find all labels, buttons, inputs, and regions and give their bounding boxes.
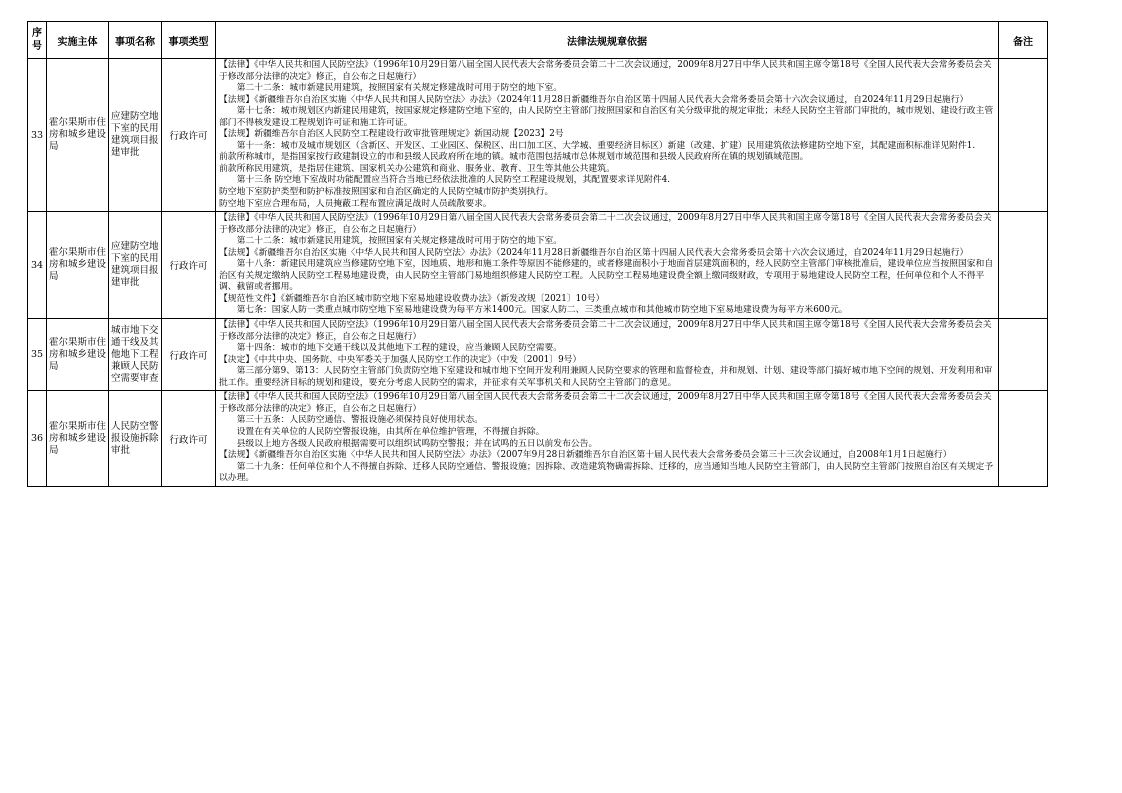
row-subject: 霍尔果斯市住房和城乡建设局 (47, 59, 109, 212)
row-index: 33 (28, 59, 47, 212)
basis-line: 第十一条：城市及城市规划区（含新区、开发区、工业园区、保税区、出口加工区、大学城、重要经济目标区）新建（改建、扩建）民用建筑依法修建防空地下室，其配建面积标准详见附件1. (236, 140, 976, 151)
basis-line: 【法规】《新疆维吾尔自治区实施〈中华人民共和国人民防空法〉办法》（2024年11月28日新疆维吾尔自治区第十四届人民代表大会常务委员会第十六次会议通过，自2024年11月29日起施行） (219, 94, 969, 105)
row-item-type: 行政许可 (162, 59, 216, 212)
basis-line: 县级以上地方各级人民政府根据需要可以组织试鸣防空警报；并在试鸣的五日以前发布公告。 (236, 438, 598, 449)
row-remarks (999, 391, 1048, 486)
basis-line: 第十三条 防空地下室战时功能配置应当符合当地已经依法批准的人民防空工程建设规划，其配置要求详见附件4. (236, 175, 671, 186)
basis-line: 第十七条：城市规划区内新建民用建筑，按国家规定修建防空地下室的，由人民防空主管部门按照国家和自治区有关分级审批的规定审批；未经人民防空主管部门审批的，城市规划、建设行政主管部门不得核发建设工程规划许可证和施工许可证。 (219, 106, 994, 128)
header-item-type: 事项类型 (162, 22, 216, 59)
row-subject: 霍尔果斯市住房和城乡建设局 (47, 391, 109, 486)
basis-line: 【法规】《新疆维吾尔自治区实施〈中华人民共和国人民防空法〉办法》（2007年9月28日新疆维吾尔自治区第十届人民代表大会常务委员会第三十三次会议通过，自2008年1月1日起施行） (219, 450, 952, 461)
basis-line: 【法规】《新疆维吾尔自治区实施〈中华人民共和国人民防空法〉办法》（2024年11月28日新疆维吾尔自治区第十四届人民代表大会常务委员会第十六次会议通过，自2024年11月29日起施行） (219, 247, 969, 258)
basis-line: 第二十九条：任何单位和个人不得擅自拆除、迁移人民防空通信、警报设施；因拆除、改造建筑物确需拆除、迁移的，应当通知当地人民防空主管部门，由人民防空主管部门按照自治区有关规定予以办理。 (219, 461, 994, 484)
header-remarks: 备注 (999, 22, 1048, 59)
row-index: 34 (28, 212, 47, 319)
row-basis (216, 59, 999, 212)
basis-line: 【法规】新疆维吾尔自治区人民防空工程建设行政审批管理规定》新国动规【2023】2号 (219, 129, 564, 140)
header-item-name: 事项名称 (109, 22, 162, 59)
row-item-type: 行政许可 (162, 212, 216, 319)
basis-line: 【决定】《中共中央、国务院、中央军委关于加强人民防空工作的决定》（中发〔2001〕9号） (219, 354, 582, 365)
table-row (28, 59, 1048, 212)
table-row (28, 319, 1048, 391)
basis-line: 第七条：国家人防一类重点城市防空地下室易地建设费为每平方米1400元。国家人防二、三类重点城市和其他城市防空地下室易地建设费为每平方米600元。 (236, 305, 848, 316)
row-item-type: 行政许可 (162, 391, 216, 486)
basis-line: 设置在有关单位的人民防空警报设施，由其所在单位维护管理，不得擅自拆除。 (236, 426, 545, 437)
row-subject: 霍尔果斯市住房和城乡建设局 (47, 212, 109, 319)
basis-line: 第三部分第9、第13：人民防空主管部门负责防空地下室建设和城市地下空间开发利用兼顾人民防空要求的管理和监督检查，并和规划、计划、建设等部门搞好城市地下空间的规划、开发利用和审批工作。重要经济目标的规划和建设，要充分考虑人民防空的需求，并征求有关军事机关和人民防空主管部门的意见。 (219, 366, 993, 388)
row-item-name: 应建防空地下室的民用建筑项目报建审批 (109, 212, 162, 319)
row-basis (216, 391, 999, 486)
regulation-table (27, 21, 1048, 487)
basis-line: 前款所称城市，是指国家按行政建制设立的市和县级人民政府所在地的镇。城市范围包括城市总体规划市域范围和县级人民政府所在镇的规划镇域范围。 (219, 152, 809, 163)
row-subject: 霍尔果斯市住房和城乡建设局 (47, 319, 109, 391)
header-basis: 法律法规规章依据 (216, 22, 999, 59)
row-item-name: 城市地下交通干线及其他地下工程兼顾人民防空需要审查 (109, 319, 162, 391)
basis-line: 【法律】《中华人民共和国人民防空法》（1996年10月29日第八届全国人民代表大会常务委员会第二十二次会议通过，2009年8月27日中华人民共和国主席令第18号《全国人民代表大会常务委员会关于修改部分法律的决定》修正，自公布之日起施行） (219, 320, 992, 342)
table-row (28, 212, 1048, 319)
basis-line: 第十四条：城市的地下交通干线以及其他地下工程的建设，应当兼顾人民防空需要。 (236, 343, 563, 354)
basis-line: 防空地下室应合理布局，人员掩蔽工程布置应满足战时人员疏散要求。 (219, 198, 492, 209)
header-row (28, 22, 1048, 59)
basis-line: 前款所称民用建筑，是指居住建筑、国家机关办公建筑和商业、服务业、教育、卫生等其他公共建筑。 (219, 163, 615, 174)
row-index: 35 (28, 319, 47, 391)
basis-line: 第十八条：新建民用建筑应当修建防空地下室，因地质、地形和施工条件等原因不能修建的，或者修建面积小于地面首层建筑面积的，经人民防空主管部门审核批准后，建设单位应当按照国家和自治区有关规定缴纳人民防空工程易地建设费，由人民防空主管部门易地组织修建人民防空工程。人民防空工程易地建设费全额上缴同级财政，专项用于易地建设人民防空工程，任何单位和个人不得平调、截留或者挪用。 (219, 259, 994, 293)
header-index: 序号 (28, 22, 47, 59)
basis-line: 【法律】《中华人民共和国人民防空法》（1996年10月29日第八届全国人民代表大会常务委员会第二十二次会议通过，2009年8月27日中华人民共和国主席令第18号《全国人民代表大会常务委员会关于修改部分法律的决定》修正，自公布之日起施行） (219, 392, 992, 414)
basis-line: 【规范性文件】《新疆维吾尔自治区城市防空地下室易地建设收费办法》（新发改规〔2021〕10号） (219, 293, 605, 304)
row-remarks (999, 319, 1048, 391)
row-basis (216, 319, 999, 391)
row-basis (216, 212, 999, 319)
row-remarks (999, 212, 1048, 319)
row-index: 36 (28, 391, 47, 486)
row-item-name: 人民防空警报设施拆除审批 (109, 391, 162, 486)
basis-line: 第三十五条：人民防空通信、警报设施必须保持良好使用状态。 (236, 415, 483, 426)
basis-line: 防空地下室防护类型和防护标准按照国家和自治区确定的人民防空城市防护类别执行。 (219, 187, 554, 198)
header-subject: 实施主体 (47, 22, 109, 59)
table-row (28, 391, 1048, 486)
row-remarks (999, 59, 1048, 212)
basis-line: 【法律】《中华人民共和国人民防空法》（1996年10月29日第八届全国人民代表大会常务委员会第二十二次会议通过，2009年8月27日中华人民共和国主席令第18号《全国人民代表大会常务委员会关于修改部分法律的决定》修正，自公布之日起施行） (219, 213, 992, 235)
basis-line: 第二十二条：城市新建民用建筑，按照国家有关规定修建战时可用于防空的地下室。 (236, 236, 563, 247)
row-item-type: 行政许可 (162, 319, 216, 391)
basis-line: 【法律】《中华人民共和国人民防空法》（1996年10月29日第八届全国人民代表大会常务委员会第二十二次会议通过，2009年8月27日中华人民共和国主席令第18号《全国人民代表大会常务委员会关于修改部分法律的决定》修正，自公布之日起施行） (219, 60, 992, 82)
basis-line: 第二十二条：城市新建民用建筑，按照国家有关规定修建战时可用于防空的地下室。 (236, 83, 563, 94)
row-item-name: 应建防空地下室的民用建筑项目报建审批 (109, 59, 162, 212)
